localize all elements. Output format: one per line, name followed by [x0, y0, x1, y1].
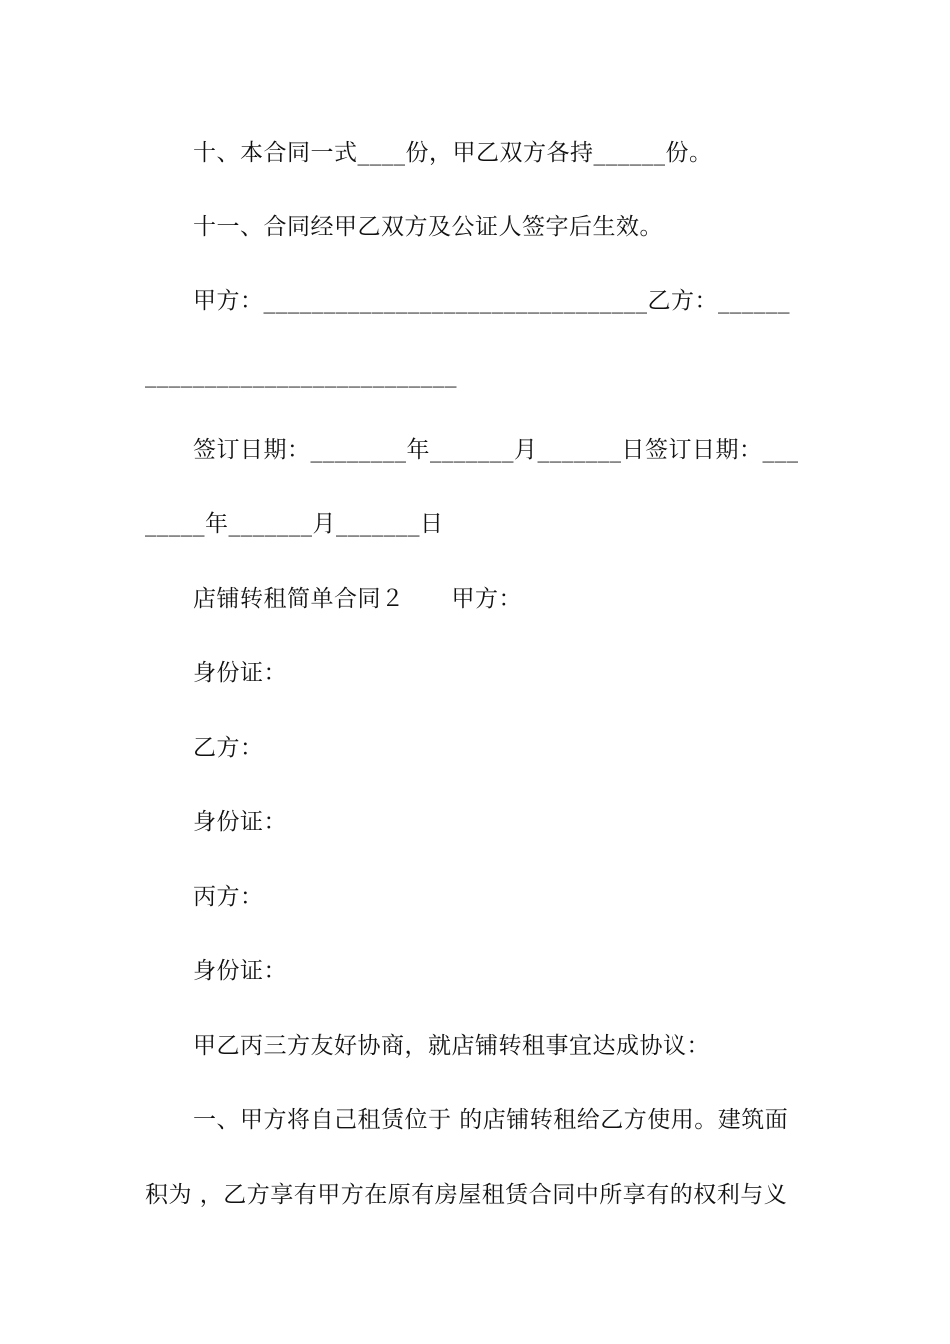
clause-11: 十一、合同经甲乙双方及公证人签字后生效。: [193, 214, 663, 240]
party-c: 丙方：: [193, 884, 264, 910]
signing-date-line-continued: _____年_______月_______日: [145, 511, 444, 537]
contract-2-title: 店铺转租简单合同２ 甲方：: [193, 586, 522, 612]
agreement-intro: 甲乙丙三方友好协商，就店铺转租事宜达成协议：: [193, 1033, 710, 1059]
party-signature-line: 甲方：________________________________乙方：______: [193, 288, 790, 314]
party-b-id: 身份证：: [193, 809, 287, 835]
party-signature-line-continued: __________________________: [145, 362, 457, 388]
party-c-id: 身份证：: [193, 958, 287, 984]
clause-10: 十、本合同一式____份，甲乙双方各持______份。: [193, 140, 713, 166]
clause-1: 一、甲方将自己租赁位于 的店铺转租给乙方使用。建筑面: [193, 1107, 789, 1133]
party-b: 乙方：: [193, 735, 264, 761]
clause-1-continued: 积为 ，乙方享有甲方在原有房屋租赁合同中所享有的权利与义: [145, 1182, 788, 1208]
party-a-id: 身份证：: [193, 660, 287, 686]
signing-date-line: 签订日期：________年_______月_______日签订日期：___: [193, 437, 799, 463]
